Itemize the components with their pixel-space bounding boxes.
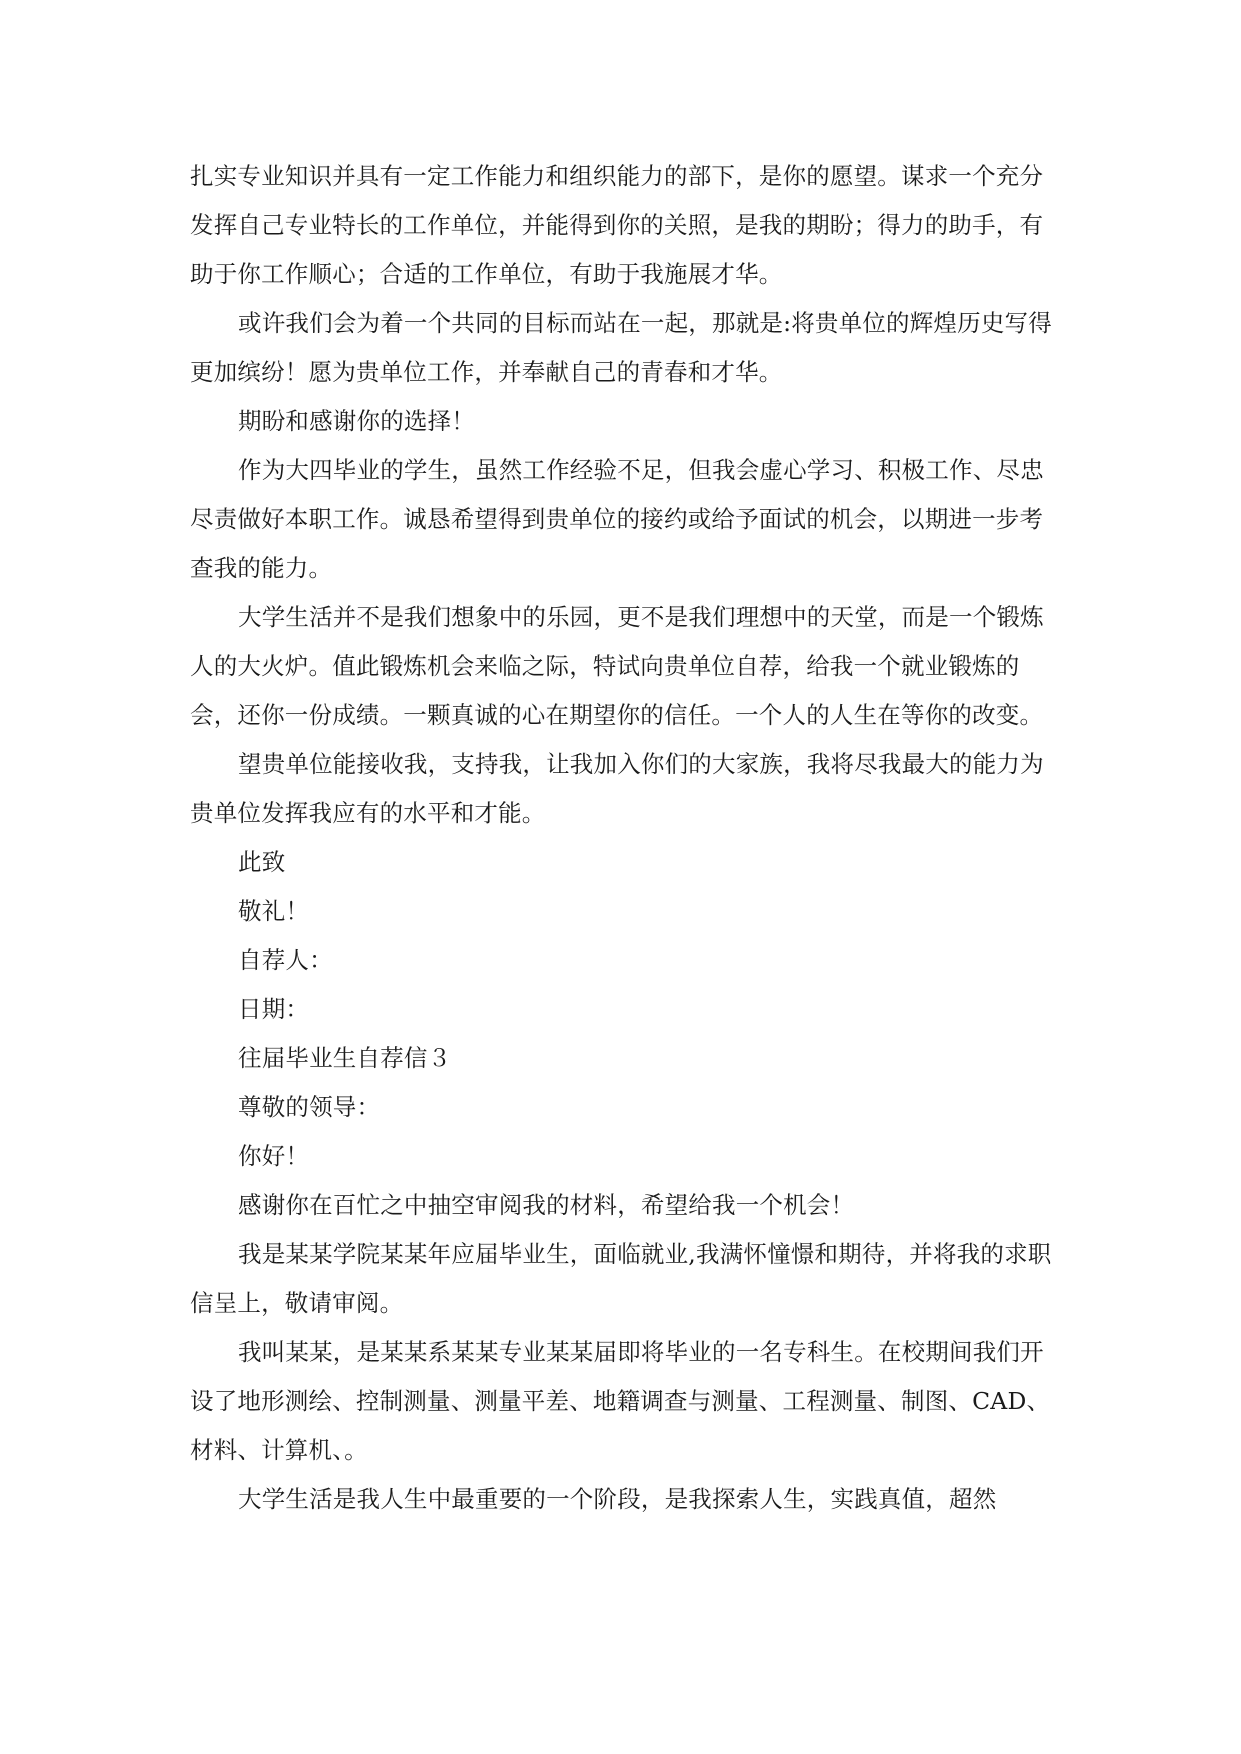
paragraph-hope: 望贵单位能接收我，支持我，让我加入你们的大家族，我将尽我最大的能力为贵单位发挥我应有的水平和才能。 [190, 750, 1044, 827]
closing-salutation: 此致 [238, 848, 286, 876]
paragraph-continuation: 扎实专业知识并具有一定工作能力和组织能力的部下，是你的愿望。谋求一个充分发挥自己专业特长的工作单位，并能得到你的关照，是我的期盼；得力的助手，有助于你工作顺心；合适的工作单位，有助于我施展才华。 [190, 162, 1044, 288]
closing-regards: 敬礼！ [238, 897, 310, 925]
signature-line: 自荐人： [238, 946, 333, 974]
section-title: 往届毕业生自荐信３ [238, 1044, 452, 1072]
date-line: 日期： [238, 995, 310, 1023]
paragraph-introduction: 我是某某学院某某年应届毕业生，面临就业,我满怀憧憬和期待，并将我的求职信呈上，敬请审阅。 [190, 1240, 1052, 1317]
document-body [190, 152, 1056, 1524]
paragraph-college-stage: 大学生活是我人生中最重要的一个阶段，是我探索人生，实践真值，超然 [238, 1485, 997, 1513]
greeting-recipient: 尊敬的领导： [238, 1093, 381, 1121]
paragraph-courses: 我叫某某，是某某系某某专业某某届即将毕业的一名专科生。在校期间我们开设了地形测绘、控制测量、测量平差、地籍调查与测量、工程测量、制图、CAD、材料、计算机、。 [190, 1338, 1051, 1464]
paragraph-thanks: 期盼和感谢你的选择！ [238, 407, 475, 435]
paragraph-university-life: 大学生活并不是我们想象中的乐园，更不是我们理想中的天堂，而是一个锻炼人的大火炉。值此锻炼机会来临之际，特试向贵单位自荐，给我一个就业锻炼的会，还你一份成绩。一颗真诚的心在期望你的信任。一个人的人生在等你的改变。 [190, 603, 1044, 729]
paragraph-experience: 作为大四毕业的学生，虽然工作经验不足，但我会虚心学习、积极工作、尽忠尽责做好本职工作。诚恳希望得到贵单位的接约或给予面试的机会，以期进一步考查我的能力。 [190, 456, 1044, 582]
greeting-hello: 你好！ [238, 1142, 310, 1170]
paragraph-appreciation: 感谢你在百忙之中抽空审阅我的材料，希望给我一个机会！ [238, 1191, 855, 1219]
paragraph-shared-goal: 或许我们会为着一个共同的目标而站在一起，那就是:将贵单位的辉煌历史写得更加缤纷！愿为贵单位工作，并奉献自己的青春和才华。 [190, 309, 1052, 386]
